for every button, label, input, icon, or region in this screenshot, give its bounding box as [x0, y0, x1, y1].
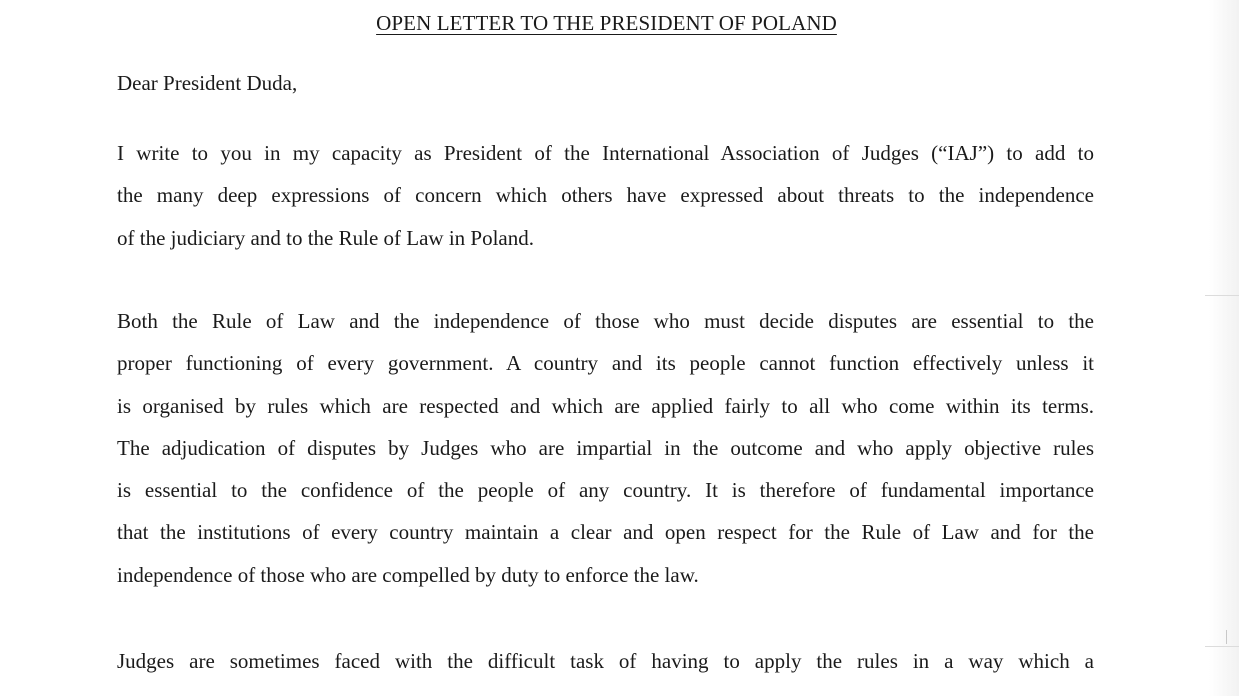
paragraph-line: is essential to the confidence of the people of any country. It is therefore of fundamental importance	[117, 478, 1094, 503]
page-edge-mark	[1205, 295, 1239, 296]
paragraph-line: independence of those who are compelled by duty to enforce the law.	[117, 562, 699, 587]
paragraph-1	[117, 132, 1094, 259]
salutation: Dear President Duda,	[117, 71, 298, 95]
paragraph-line: Judges are sometimes faced with the difficult task of having to apply the rules in a way which a	[117, 649, 1094, 673]
page-edge-shadow	[1209, 0, 1239, 696]
page-edge-mark	[1205, 646, 1239, 647]
paragraph-line: the many deep expressions of concern which others have expressed about threats to the independence	[117, 183, 1094, 208]
paragraph-3	[117, 640, 1094, 682]
paragraph-line: that the institutions of every country maintain a clear and open respect for the Rule of Law and for the	[117, 520, 1094, 545]
paragraph-line: of the judiciary and to the Rule of Law in Poland.	[117, 225, 534, 250]
paragraph-line: proper functioning of every government. A country and its people cannot function effectively unless it	[117, 351, 1094, 376]
paragraph-line: is organised by rules which are respected and which are applied fairly to all who come within its terms.	[117, 393, 1094, 418]
paragraph-2	[117, 300, 1094, 596]
letter-title: OPEN LETTER TO THE PRESIDENT OF POLAND	[376, 11, 837, 35]
paragraph-line: Both the Rule of Law and the independence of those who must decide disputes are essential to the	[117, 309, 1094, 333]
page-edge-tick	[1226, 630, 1227, 644]
paragraph-line: I write to you in my capacity as President of the International Association of Judges (“IAJ”) to add to	[117, 141, 1094, 165]
paragraph-line: The adjudication of disputes by Judges who are impartial in the outcome and who apply objective rules	[117, 435, 1094, 460]
